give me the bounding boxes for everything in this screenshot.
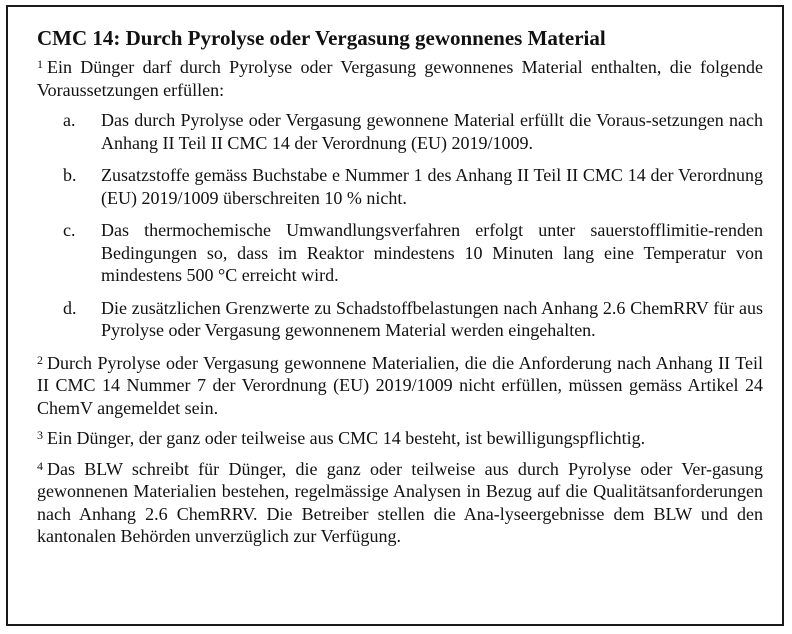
- paragraph-2-number: 2: [37, 352, 43, 367]
- section-title: CMC 14: Durch Pyrolyse oder Vergasung gewonnenes Material: [37, 26, 606, 50]
- list-item-a-text: Das durch Pyrolyse oder Vergasung gewonnene Material erfüllt die Voraus-setzungen nach Anhang II Teil II CMC 14 der Verordnung (EU) 2019/1009.: [101, 110, 763, 153]
- list-item-a: [37, 109, 763, 154]
- list-item-c: [37, 219, 763, 287]
- paragraph-1-number: 1: [37, 57, 43, 71]
- document-body: [37, 25, 763, 556]
- paragraph-4-text: Das BLW schreibt für Dünger, die ganz oder teilweise aus durch Pyrolyse oder Ver-gasung gewonnenen Materialien bestehen, regelmässige Analysen in Bezug auf die Qualitätsanforderungen nach Anhang 2.6 ChemRRV. Die Betreiber stellen die Ana-lyseergebnisse dem BLW und den kantonalen Behörden unverzüglich zur Verfügung.: [37, 458, 763, 546]
- list-item-d: [37, 297, 763, 342]
- paragraph-3-number: 3: [37, 428, 43, 442]
- list-item-d-letter: d.: [63, 297, 77, 318]
- list-item-b-letter: b.: [63, 165, 77, 185]
- paragraph-1: [37, 56, 763, 101]
- requirements-list: [37, 109, 763, 342]
- paragraph-4: [37, 458, 763, 548]
- list-item-b-text: Zusatzstoffe gemäss Buchstabe e Nummer 1 des Anhang II Teil II CMC 14 der Verordnung (EU) 2019/1009 überschreiten 10 % nicht.: [101, 165, 763, 208]
- list-item-c-letter: c.: [63, 220, 76, 240]
- list-item-a-letter: a.: [63, 110, 76, 130]
- paragraph-4-number: 4: [37, 458, 43, 473]
- paragraph-3: [37, 427, 763, 450]
- list-item-d-text: Die zusätzlichen Grenzwerte zu Schadstoffbelastungen nach Anhang 2.6 ChemRRV für aus Pyrolyse oder Vergasung gewonnenem Material werden eingehalten.: [101, 297, 763, 340]
- paragraph-2-text: Durch Pyrolyse oder Vergasung gewonnene Materialien, die die Anforderung nach Anhang II Teil II CMC 14 Nummer 7 der Verordnung (EU) 2019/1009 nicht erfüllen, müssen gemäss Artikel 24 ChemV angemeldet sein.: [37, 352, 763, 418]
- list-item-c-text: Das thermochemische Umwandlungsverfahren erfolgt unter sauerstofflimitie-renden Bedingungen so, dass im Reaktor mindestens 10 Minuten lang eine Temperatur von mindestens 500 °C erreicht wird.: [101, 220, 763, 285]
- paragraph-1-text: Ein Dünger darf durch Pyrolyse oder Vergasung gewonnenes Material enthalten, die folgende Voraussetzungen erfüllen:: [37, 57, 763, 100]
- paragraph-3-text: Ein Dünger, der ganz oder teilweise aus CMC 14 besteht, ist bewilligungspflichtig.: [47, 428, 646, 448]
- list-item-b: [37, 164, 763, 209]
- paragraph-2: [37, 352, 763, 420]
